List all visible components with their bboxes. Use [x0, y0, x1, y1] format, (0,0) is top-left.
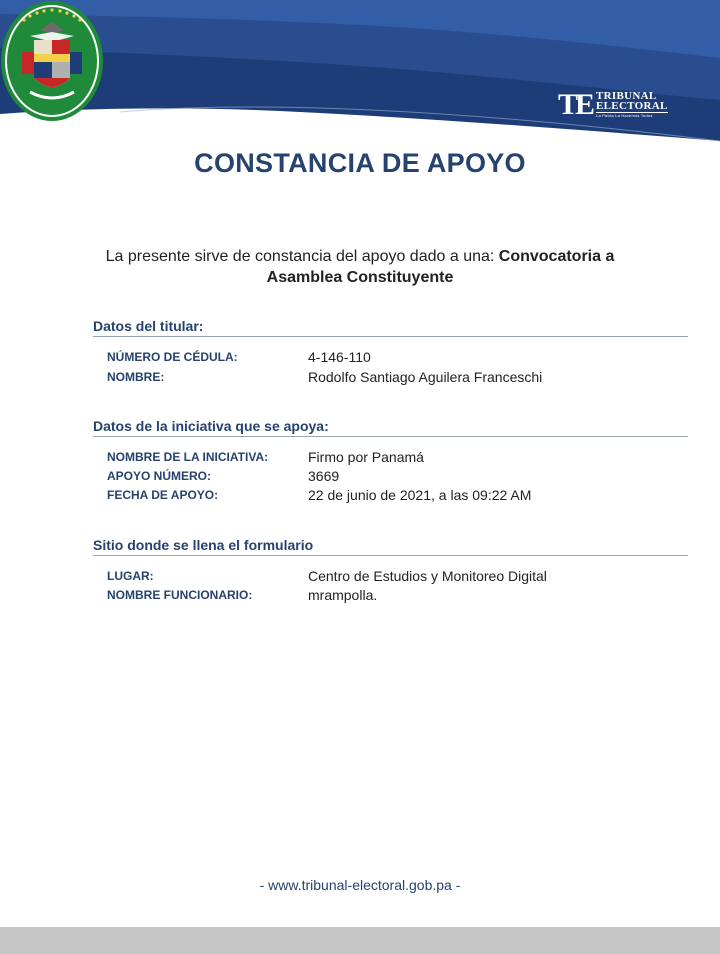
intro-paragraph [100, 246, 620, 288]
field-row-nombre-iniciativa [107, 448, 687, 468]
field-value: Firmo por Panamá [308, 449, 424, 465]
field-value: Centro de Estudios y Monitoreo Digital [308, 568, 547, 584]
te-logo-mark: TE [558, 88, 593, 121]
intro-text: La presente sirve de constancia del apoyo dado a una: [105, 248, 495, 265]
field-label: NOMBRE FUNCIONARIO: [107, 588, 253, 602]
section-title-iniciativa: Datos de la iniciativa que se apoya: [93, 418, 688, 437]
te-logo-wordmark [596, 91, 668, 119]
section-title-titular: Datos del titular: [93, 318, 688, 337]
field-value: 4-146-110 [308, 349, 371, 365]
te-logo-line2: ELECTORAL [596, 100, 668, 112]
field-label: LUGAR: [107, 569, 154, 583]
field-value: 22 de junio de 2021, a las 09:22 AM [308, 487, 532, 503]
footer-website-link[interactable]: - www.tribunal-electoral.gob.pa - [259, 877, 461, 893]
field-value: Rodolfo Santiago Aguilera Franceschi [308, 369, 543, 385]
document-title: CONSTANCIA DE APOYO [194, 148, 526, 178]
header-wave-banner [0, 0, 720, 150]
intro-highlight: Convocatoria a Asamblea Constituyente [266, 248, 615, 286]
field-label: NÚMERO DE CÉDULA: [107, 350, 238, 364]
document-header [0, 0, 720, 150]
field-row-nombre [107, 368, 687, 388]
field-row-funcionario [107, 586, 687, 606]
te-logo-line1: TRIBUNAL [596, 90, 657, 102]
field-label: FECHA DE APOYO: [107, 488, 219, 502]
field-label: APOYO NÚMERO: [107, 469, 212, 483]
panama-coat-of-arms-seal [0, 0, 104, 122]
tribunal-electoral-logo [558, 90, 682, 120]
field-label: NOMBRE: [107, 370, 165, 384]
te-logo-tagline: La Patria La Hacemos Todos [596, 113, 653, 118]
field-row-lugar [107, 567, 687, 587]
section-title-sitio: Sitio donde se llena el formulario [93, 537, 688, 556]
field-value: 3669 [308, 468, 340, 484]
field-label: NOMBRE DE LA INICIATIVA: [107, 450, 269, 464]
field-row-fecha-apoyo [107, 486, 687, 506]
field-row-cedula [107, 348, 687, 368]
field-value: mrampolla. [308, 587, 378, 603]
page-bottom-bar [0, 927, 720, 954]
field-row-apoyo-numero [107, 467, 687, 487]
